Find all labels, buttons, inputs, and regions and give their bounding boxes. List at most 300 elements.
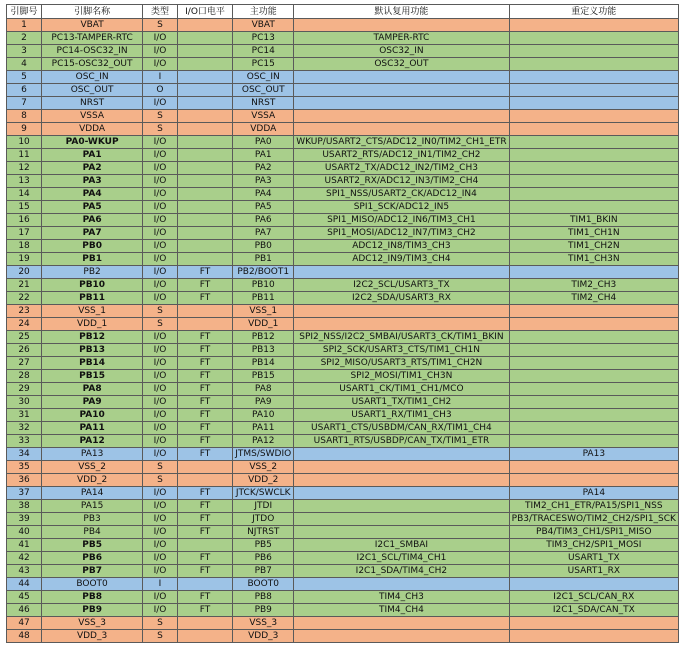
main-function-cell: PB5 [233, 539, 294, 552]
remap-cell: TIM1_CH2N [509, 240, 678, 253]
pin-number-cell: 12 [7, 162, 42, 175]
table-row [7, 58, 679, 71]
remap-cell [509, 331, 678, 344]
main-function-cell: PA3 [233, 175, 294, 188]
remap-cell: TIM3_CH2/SPI1_MOSI [509, 539, 678, 552]
pin-type-cell: I/O [143, 344, 178, 357]
pin-number-cell: 17 [7, 227, 42, 240]
main-function-cell: OSC_OUT [233, 84, 294, 97]
default-alternate-cell [294, 123, 509, 136]
default-alternate-cell: SPI1_NSS/USART2_CK/ADC12_IN4 [294, 188, 509, 201]
default-alternate-cell: TIM4_CH4 [294, 604, 509, 617]
table-row [7, 162, 679, 175]
table-row [7, 253, 679, 266]
table-row [7, 539, 679, 552]
table-row [7, 357, 679, 370]
io-level-cell: FT [177, 357, 232, 370]
header-main-function: 主功能 [233, 5, 294, 19]
remap-cell [509, 149, 678, 162]
pin-name-cell: PA8 [42, 383, 143, 396]
remap-cell [509, 461, 678, 474]
pin-name-cell: PB1 [42, 253, 143, 266]
main-function-cell: PA4 [233, 188, 294, 201]
main-function-cell: PA6 [233, 214, 294, 227]
pin-number-cell: 16 [7, 214, 42, 227]
pin-name-cell: PB15 [42, 370, 143, 383]
io-level-cell [177, 201, 232, 214]
table-row [7, 578, 679, 591]
table-row [7, 513, 679, 526]
io-level-cell: FT [177, 279, 232, 292]
pin-type-cell: I/O [143, 227, 178, 240]
remap-cell [509, 435, 678, 448]
main-function-cell: PA8 [233, 383, 294, 396]
default-alternate-cell [294, 617, 509, 630]
pin-number-cell: 40 [7, 526, 42, 539]
io-level-cell: FT [177, 604, 232, 617]
pin-name-cell: PA14 [42, 487, 143, 500]
pin-type-cell: I/O [143, 136, 178, 149]
remap-cell: TIM2_CH4 [509, 292, 678, 305]
default-alternate-cell: TIM4_CH3 [294, 591, 509, 604]
remap-cell [509, 370, 678, 383]
table-row [7, 500, 679, 513]
main-function-cell: VSS_2 [233, 461, 294, 474]
remap-cell: TIM1_CH3N [509, 253, 678, 266]
main-function-cell: PB15 [233, 370, 294, 383]
default-alternate-cell [294, 487, 509, 500]
pin-type-cell: I/O [143, 266, 178, 279]
default-alternate-cell: I2C2_SCL/USART3_TX [294, 279, 509, 292]
pin-type-cell: I/O [143, 396, 178, 409]
pin-number-cell: 31 [7, 409, 42, 422]
main-function-cell: PB14 [233, 357, 294, 370]
table-row [7, 201, 679, 214]
main-function-cell: BOOT0 [233, 578, 294, 591]
pin-type-cell: I/O [143, 32, 178, 45]
pin-type-cell: I/O [143, 513, 178, 526]
io-level-cell: FT [177, 292, 232, 305]
remap-cell [509, 357, 678, 370]
pin-name-cell: PA13 [42, 448, 143, 461]
default-alternate-cell [294, 84, 509, 97]
table-row [7, 214, 679, 227]
header-io-level: I/O口电平 [177, 5, 232, 19]
header-pin-name: 引脚名称 [42, 5, 143, 19]
table-row [7, 19, 679, 32]
remap-cell [509, 123, 678, 136]
pin-table-container [6, 4, 679, 643]
main-function-cell: VBAT [233, 19, 294, 32]
main-function-cell: PA7 [233, 227, 294, 240]
pin-number-cell: 15 [7, 201, 42, 214]
default-alternate-cell: USART2_RX/ADC12_IN3/TIM2_CH4 [294, 175, 509, 188]
default-alternate-cell: OSC32_IN [294, 45, 509, 58]
table-row [7, 552, 679, 565]
default-alternate-cell: USART1_TX/TIM1_CH2 [294, 396, 509, 409]
pin-type-cell: S [143, 305, 178, 318]
pin-type-cell: I/O [143, 565, 178, 578]
main-function-cell: NJTRST [233, 526, 294, 539]
pin-type-cell: I/O [143, 448, 178, 461]
main-function-cell: JTMS/SWDIO [233, 448, 294, 461]
pin-type-cell: I/O [143, 97, 178, 110]
pin-name-cell: VDD_1 [42, 318, 143, 331]
remap-cell: TIM1_BKIN [509, 214, 678, 227]
pin-name-cell: PA3 [42, 175, 143, 188]
table-row [7, 435, 679, 448]
main-function-cell: VDD_1 [233, 318, 294, 331]
pin-number-cell: 33 [7, 435, 42, 448]
pin-number-cell: 32 [7, 422, 42, 435]
remap-cell [509, 617, 678, 630]
pin-number-cell: 10 [7, 136, 42, 149]
table-row [7, 474, 679, 487]
pin-type-cell: I/O [143, 253, 178, 266]
table-row [7, 487, 679, 500]
pin-number-cell: 3 [7, 45, 42, 58]
pin-type-cell: I/O [143, 383, 178, 396]
io-level-cell [177, 162, 232, 175]
pin-name-cell: PA9 [42, 396, 143, 409]
pin-number-cell: 25 [7, 331, 42, 344]
pin-name-cell: PA10 [42, 409, 143, 422]
table-row [7, 227, 679, 240]
pin-name-cell: PB13 [42, 344, 143, 357]
pin-name-cell: VSS_3 [42, 617, 143, 630]
main-function-cell: PA9 [233, 396, 294, 409]
table-row [7, 591, 679, 604]
default-alternate-cell: WKUP/USART2_CTS/ADC12_IN0/TIM2_CH1_ETR [294, 136, 509, 149]
default-alternate-cell [294, 110, 509, 123]
default-alternate-cell: SPI1_MISO/ADC12_IN6/TIM3_CH1 [294, 214, 509, 227]
io-level-cell [177, 539, 232, 552]
default-alternate-cell: SPI2_SCK/USART3_CTS/TIM1_CH1N [294, 344, 509, 357]
table-row [7, 461, 679, 474]
pin-type-cell: S [143, 617, 178, 630]
pin-name-cell: PA12 [42, 435, 143, 448]
pin-name-cell: PB10 [42, 279, 143, 292]
table-row [7, 383, 679, 396]
remap-cell [509, 45, 678, 58]
pin-number-cell: 18 [7, 240, 42, 253]
pin-number-cell: 8 [7, 110, 42, 123]
table-row [7, 370, 679, 383]
default-alternate-cell: I2C2_SDA/USART3_RX [294, 292, 509, 305]
pin-number-cell: 42 [7, 552, 42, 565]
table-row [7, 136, 679, 149]
remap-cell: USART1_RX [509, 565, 678, 578]
default-alternate-cell: SPI1_MOSI/ADC12_IN7/TIM3_CH2 [294, 227, 509, 240]
main-function-cell: PB0 [233, 240, 294, 253]
pin-name-cell: PA11 [42, 422, 143, 435]
pin-name-cell: OSC_IN [42, 71, 143, 84]
io-level-cell: FT [177, 396, 232, 409]
main-function-cell: VSS_1 [233, 305, 294, 318]
io-level-cell: FT [177, 383, 232, 396]
io-level-cell [177, 461, 232, 474]
pin-number-cell: 44 [7, 578, 42, 591]
default-alternate-cell: TAMPER-RTC [294, 32, 509, 45]
pin-name-cell: VDD_3 [42, 630, 143, 643]
default-alternate-cell: SPI2_MOSI/TIM1_CH3N [294, 370, 509, 383]
pin-name-cell: PB6 [42, 552, 143, 565]
pin-type-cell: I/O [143, 409, 178, 422]
pin-name-cell: PC13-TAMPER-RTC [42, 32, 143, 45]
header-row [7, 5, 679, 19]
main-function-cell: PC15 [233, 58, 294, 71]
io-level-cell [177, 175, 232, 188]
header-pin-number: 引脚号 [7, 5, 42, 19]
table-row [7, 149, 679, 162]
pin-number-cell: 11 [7, 149, 42, 162]
pin-number-cell: 43 [7, 565, 42, 578]
main-function-cell: PB2/BOOT1 [233, 266, 294, 279]
pin-type-cell: I/O [143, 422, 178, 435]
remap-cell [509, 201, 678, 214]
io-level-cell: FT [177, 331, 232, 344]
pin-name-cell: PB12 [42, 331, 143, 344]
pin-name-cell: PB5 [42, 539, 143, 552]
pin-name-cell: VSS_2 [42, 461, 143, 474]
pin-name-cell: PB8 [42, 591, 143, 604]
table-row [7, 344, 679, 357]
pin-type-cell: I/O [143, 526, 178, 539]
io-level-cell: FT [177, 487, 232, 500]
default-alternate-cell: USART2_TX/ADC12_IN2/TIM2_CH3 [294, 162, 509, 175]
pin-definition-table [6, 4, 679, 643]
table-row [7, 396, 679, 409]
io-level-cell [177, 19, 232, 32]
pin-number-cell: 28 [7, 370, 42, 383]
pin-type-cell: S [143, 19, 178, 32]
remap-cell [509, 409, 678, 422]
default-alternate-cell [294, 461, 509, 474]
pin-name-cell: PB14 [42, 357, 143, 370]
io-level-cell [177, 474, 232, 487]
table-row [7, 71, 679, 84]
pin-name-cell: OSC_OUT [42, 84, 143, 97]
pin-name-cell: PB2 [42, 266, 143, 279]
pin-name-cell: BOOT0 [42, 578, 143, 591]
pin-type-cell: I/O [143, 175, 178, 188]
pin-type-cell: I/O [143, 58, 178, 71]
default-alternate-cell: ADC12_IN9/TIM3_CH4 [294, 253, 509, 266]
main-function-cell: VDD_2 [233, 474, 294, 487]
default-alternate-cell: SPI2_MISO/USART3_RTS/TIM1_CH2N [294, 357, 509, 370]
pin-name-cell: PA15 [42, 500, 143, 513]
main-function-cell: NRST [233, 97, 294, 110]
remap-cell [509, 19, 678, 32]
pin-type-cell: I/O [143, 370, 178, 383]
remap-cell: TIM2_CH1_ETR/PA15/SPI1_NSS [509, 500, 678, 513]
io-level-cell [177, 578, 232, 591]
pin-number-cell: 35 [7, 461, 42, 474]
remap-cell: TIM1_CH1N [509, 227, 678, 240]
table-row [7, 292, 679, 305]
main-function-cell: PC14 [233, 45, 294, 58]
pin-name-cell: VDD_2 [42, 474, 143, 487]
pin-number-cell: 38 [7, 500, 42, 513]
default-alternate-cell: USART1_RX/TIM1_CH3 [294, 409, 509, 422]
default-alternate-cell: OSC32_OUT [294, 58, 509, 71]
remap-cell [509, 305, 678, 318]
pin-name-cell: VSS_1 [42, 305, 143, 318]
remap-cell [509, 58, 678, 71]
pin-number-cell: 29 [7, 383, 42, 396]
remap-cell [509, 110, 678, 123]
pin-name-cell: PA4 [42, 188, 143, 201]
default-alternate-cell [294, 578, 509, 591]
remap-cell [509, 175, 678, 188]
pin-type-cell: S [143, 630, 178, 643]
pin-type-cell: S [143, 110, 178, 123]
pin-name-cell: PA2 [42, 162, 143, 175]
remap-cell: PB4/TIM3_CH1/SPI1_MISO [509, 526, 678, 539]
table-row [7, 565, 679, 578]
io-level-cell: FT [177, 435, 232, 448]
pin-type-cell: S [143, 461, 178, 474]
io-level-cell [177, 58, 232, 71]
default-alternate-cell [294, 500, 509, 513]
table-row [7, 318, 679, 331]
pin-number-cell: 26 [7, 344, 42, 357]
default-alternate-cell: SPI1_SCK/ADC12_IN5 [294, 201, 509, 214]
io-level-cell [177, 71, 232, 84]
default-alternate-cell: I2C1_SDA/TIM4_CH2 [294, 565, 509, 578]
io-level-cell [177, 149, 232, 162]
main-function-cell: PB7 [233, 565, 294, 578]
pin-name-cell: PA1 [42, 149, 143, 162]
io-level-cell: FT [177, 344, 232, 357]
table-row [7, 617, 679, 630]
remap-cell [509, 344, 678, 357]
main-function-cell: VSSA [233, 110, 294, 123]
pin-name-cell: VDDA [42, 123, 143, 136]
io-level-cell [177, 214, 232, 227]
io-level-cell: FT [177, 500, 232, 513]
pin-number-cell: 34 [7, 448, 42, 461]
table-row [7, 110, 679, 123]
pin-number-cell: 5 [7, 71, 42, 84]
remap-cell [509, 162, 678, 175]
remap-cell [509, 422, 678, 435]
header-type: 类型 [143, 5, 178, 19]
pin-type-cell: I/O [143, 357, 178, 370]
default-alternate-cell: SPI2_NSS/I2C2_SMBAI/USART3_CK/TIM1_BKIN [294, 331, 509, 344]
pin-type-cell: I/O [143, 149, 178, 162]
remap-cell [509, 84, 678, 97]
io-level-cell [177, 188, 232, 201]
io-level-cell: FT [177, 526, 232, 539]
remap-cell [509, 318, 678, 331]
remap-cell: PB3/TRACESWO/TIM2_CH2/SPI1_SCK [509, 513, 678, 526]
main-function-cell: PB9 [233, 604, 294, 617]
pin-number-cell: 14 [7, 188, 42, 201]
remap-cell: I2C1_SCL/CAN_RX [509, 591, 678, 604]
pin-type-cell: I [143, 71, 178, 84]
pin-type-cell: I [143, 578, 178, 591]
io-level-cell: FT [177, 448, 232, 461]
pin-number-cell: 22 [7, 292, 42, 305]
io-level-cell [177, 45, 232, 58]
default-alternate-cell [294, 266, 509, 279]
table-row [7, 409, 679, 422]
header-default-alternate: 默认复用功能 [294, 5, 509, 19]
pin-name-cell: PB0 [42, 240, 143, 253]
main-function-cell: VDDA [233, 123, 294, 136]
io-level-cell: FT [177, 266, 232, 279]
pin-number-cell: 37 [7, 487, 42, 500]
pin-number-cell: 23 [7, 305, 42, 318]
remap-cell [509, 266, 678, 279]
pin-number-cell: 45 [7, 591, 42, 604]
pin-name-cell: PB4 [42, 526, 143, 539]
pin-number-cell: 24 [7, 318, 42, 331]
io-level-cell [177, 84, 232, 97]
pin-name-cell: VBAT [42, 19, 143, 32]
pin-type-cell: I/O [143, 500, 178, 513]
io-level-cell [177, 97, 232, 110]
default-alternate-cell [294, 448, 509, 461]
main-function-cell: PB8 [233, 591, 294, 604]
remap-cell [509, 630, 678, 643]
header-remap: 重定义功能 [509, 5, 678, 19]
pin-name-cell: PC15-OSC32_OUT [42, 58, 143, 71]
main-function-cell: PA1 [233, 149, 294, 162]
pin-type-cell: I/O [143, 240, 178, 253]
io-level-cell: FT [177, 565, 232, 578]
main-function-cell: VDD_3 [233, 630, 294, 643]
main-function-cell: PB6 [233, 552, 294, 565]
pin-name-cell: NRST [42, 97, 143, 110]
pin-name-cell: PB11 [42, 292, 143, 305]
pin-number-cell: 47 [7, 617, 42, 630]
table-row [7, 448, 679, 461]
table-row [7, 331, 679, 344]
pin-number-cell: 13 [7, 175, 42, 188]
pin-name-cell: VSSA [42, 110, 143, 123]
table-row [7, 188, 679, 201]
default-alternate-cell [294, 630, 509, 643]
table-row [7, 240, 679, 253]
pin-number-cell: 30 [7, 396, 42, 409]
table-row [7, 84, 679, 97]
remap-cell [509, 97, 678, 110]
io-level-cell: FT [177, 591, 232, 604]
pin-number-cell: 9 [7, 123, 42, 136]
table-body [7, 19, 679, 643]
pin-type-cell: I/O [143, 292, 178, 305]
io-level-cell: FT [177, 422, 232, 435]
main-function-cell: PC13 [233, 32, 294, 45]
default-alternate-cell: I2C1_SMBAI [294, 539, 509, 552]
main-function-cell: JTDO [233, 513, 294, 526]
io-level-cell [177, 240, 232, 253]
main-function-cell: PA0 [233, 136, 294, 149]
table-row [7, 123, 679, 136]
default-alternate-cell [294, 19, 509, 32]
pin-type-cell: O [143, 84, 178, 97]
pin-name-cell: PA5 [42, 201, 143, 214]
remap-cell [509, 383, 678, 396]
main-function-cell: PB12 [233, 331, 294, 344]
table-row [7, 175, 679, 188]
pin-type-cell: I/O [143, 188, 178, 201]
main-function-cell: JTDI [233, 500, 294, 513]
pin-type-cell: I/O [143, 279, 178, 292]
pin-number-cell: 2 [7, 32, 42, 45]
